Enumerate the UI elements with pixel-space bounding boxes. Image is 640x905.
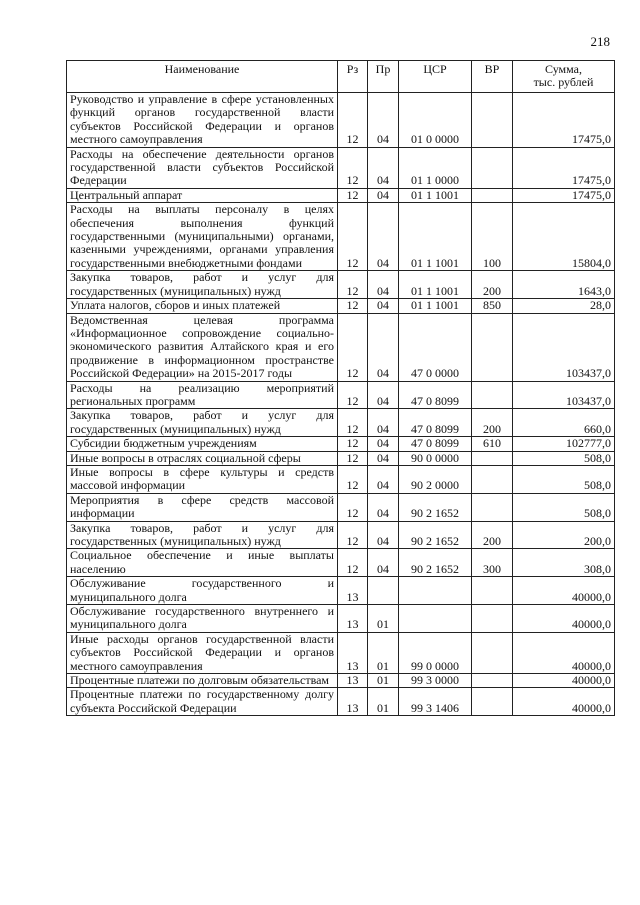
cell-sum: 1643,0 [513, 271, 615, 299]
cell-name: Закупка товаров, работ и услуг для государственных (муниципальных) нужд [67, 521, 338, 549]
table-row [67, 299, 615, 313]
cell-sum: 200,0 [513, 521, 615, 549]
cell-vr [472, 381, 513, 409]
cell-pr [368, 577, 399, 605]
cell-csr: 01 1 1001 [399, 203, 472, 271]
table-row [67, 549, 615, 577]
cell-name: Обслуживание государственного внутреннего и муниципального долга [67, 605, 338, 633]
cell-vr: 300 [472, 549, 513, 577]
cell-vr [472, 577, 513, 605]
cell-rz: 12 [338, 203, 368, 271]
table-row [67, 93, 615, 148]
cell-rz: 12 [338, 465, 368, 493]
cell-sum: 103437,0 [513, 381, 615, 409]
cell-name: Процентные платежи по долговым обязательствам [67, 674, 338, 688]
cell-csr: 90 0 0000 [399, 451, 472, 465]
cell-sum: 15804,0 [513, 203, 615, 271]
cell-rz: 12 [338, 409, 368, 437]
cell-rz: 12 [338, 381, 368, 409]
header-csr: ЦСР [399, 61, 472, 93]
cell-vr [472, 688, 513, 716]
table-row [67, 313, 615, 381]
header-pr: Пр [368, 61, 399, 93]
cell-vr [472, 605, 513, 633]
cell-csr: 90 2 1652 [399, 521, 472, 549]
cell-pr: 04 [368, 188, 399, 202]
table-row [67, 493, 615, 521]
cell-pr: 01 [368, 674, 399, 688]
cell-vr [472, 493, 513, 521]
cell-pr: 04 [368, 465, 399, 493]
cell-rz: 13 [338, 605, 368, 633]
cell-sum: 508,0 [513, 451, 615, 465]
cell-csr: 99 3 1406 [399, 688, 472, 716]
cell-rz: 13 [338, 674, 368, 688]
cell-vr: 200 [472, 409, 513, 437]
cell-pr: 04 [368, 381, 399, 409]
cell-csr: 90 2 0000 [399, 465, 472, 493]
table-row [67, 409, 615, 437]
cell-sum: 17475,0 [513, 147, 615, 188]
cell-rz: 12 [338, 521, 368, 549]
cell-csr [399, 577, 472, 605]
cell-sum: 102777,0 [513, 437, 615, 451]
cell-rz: 12 [338, 313, 368, 381]
cell-pr: 04 [368, 493, 399, 521]
cell-pr: 01 [368, 605, 399, 633]
cell-rz: 12 [338, 493, 368, 521]
cell-vr [472, 632, 513, 673]
header-sum [513, 61, 615, 93]
cell-pr: 04 [368, 437, 399, 451]
cell-pr: 01 [368, 632, 399, 673]
table-row [67, 632, 615, 673]
cell-pr: 04 [368, 549, 399, 577]
table-row [67, 674, 615, 688]
cell-vr [472, 147, 513, 188]
cell-sum: 660,0 [513, 409, 615, 437]
cell-vr: 850 [472, 299, 513, 313]
cell-pr: 04 [368, 147, 399, 188]
cell-vr: 610 [472, 437, 513, 451]
cell-vr [472, 674, 513, 688]
cell-name: Расходы на обеспечение деятельности органов государственной власти субъектов Российской Федерации [67, 147, 338, 188]
cell-csr [399, 605, 472, 633]
cell-rz: 12 [338, 299, 368, 313]
table-row [67, 203, 615, 271]
cell-name: Субсидии бюджетным учреждениям [67, 437, 338, 451]
cell-rz: 12 [338, 451, 368, 465]
cell-csr: 47 0 0000 [399, 313, 472, 381]
cell-sum: 28,0 [513, 299, 615, 313]
budget-table [66, 60, 615, 716]
cell-csr: 01 1 1001 [399, 299, 472, 313]
cell-csr: 47 0 8099 [399, 437, 472, 451]
cell-csr: 47 0 8099 [399, 409, 472, 437]
cell-csr: 01 0 0000 [399, 93, 472, 148]
cell-name: Центральный аппарат [67, 188, 338, 202]
cell-sum: 508,0 [513, 493, 615, 521]
table-header-row [67, 61, 615, 93]
cell-pr: 04 [368, 271, 399, 299]
cell-pr: 04 [368, 409, 399, 437]
cell-rz: 13 [338, 632, 368, 673]
cell-name: Уплата налогов, сборов и иных платежей [67, 299, 338, 313]
cell-name: Иные вопросы в сфере культуры и средств массовой информации [67, 465, 338, 493]
cell-sum: 40000,0 [513, 605, 615, 633]
cell-name: Социальное обеспечение и иные выплаты населению [67, 549, 338, 577]
cell-sum: 308,0 [513, 549, 615, 577]
table-row [67, 577, 615, 605]
cell-rz: 13 [338, 577, 368, 605]
cell-sum: 17475,0 [513, 93, 615, 148]
cell-csr: 01 1 1001 [399, 188, 472, 202]
cell-name: Расходы на реализацию мероприятий региональных программ [67, 381, 338, 409]
cell-pr: 04 [368, 451, 399, 465]
cell-name: Расходы на выплаты персоналу в целях обеспечения выполнения функций государственными (муниципальными) органами, казенными учреждениями, органами управления государственными внебюджетными фондами [67, 203, 338, 271]
cell-pr: 04 [368, 203, 399, 271]
cell-sum: 40000,0 [513, 632, 615, 673]
cell-rz: 12 [338, 549, 368, 577]
cell-sum: 508,0 [513, 465, 615, 493]
cell-vr [472, 188, 513, 202]
cell-name: Иные расходы органов государственной власти субъектов Российской Федерации и органов местного самоуправления [67, 632, 338, 673]
cell-vr: 200 [472, 521, 513, 549]
table-row [67, 437, 615, 451]
cell-pr: 04 [368, 93, 399, 148]
cell-name: Обслуживание государственного и муниципального долга [67, 577, 338, 605]
cell-rz: 12 [338, 271, 368, 299]
cell-name: Закупка товаров, работ и услуг для государственных (муниципальных) нужд [67, 271, 338, 299]
table-row [67, 465, 615, 493]
table-row [67, 451, 615, 465]
table-row [67, 381, 615, 409]
table-row [67, 147, 615, 188]
header-name: Наименование [67, 61, 338, 93]
cell-name: Руководство и управление в сфере установленных функций органов государственной власти субъектов Российской Федерации и органов местного самоуправления [67, 93, 338, 148]
cell-pr: 04 [368, 313, 399, 381]
cell-rz: 12 [338, 147, 368, 188]
cell-name: Мероприятия в сфере средств массовой информации [67, 493, 338, 521]
table-row [67, 188, 615, 202]
cell-csr: 99 3 0000 [399, 674, 472, 688]
cell-csr: 01 1 1001 [399, 271, 472, 299]
cell-vr: 200 [472, 271, 513, 299]
header-rz: Рз [338, 61, 368, 93]
cell-rz: 12 [338, 93, 368, 148]
table-row [67, 521, 615, 549]
table-row [67, 688, 615, 716]
cell-csr: 90 2 1652 [399, 493, 472, 521]
cell-pr: 04 [368, 299, 399, 313]
table-row [67, 271, 615, 299]
cell-vr [472, 465, 513, 493]
cell-sum: 40000,0 [513, 674, 615, 688]
cell-csr: 99 0 0000 [399, 632, 472, 673]
cell-sum: 17475,0 [513, 188, 615, 202]
cell-name: Ведомственная целевая программа «Информационное сопровождение социально-экономического развития Алтайского края и его продвижение в информационном пространстве Российской Федерации» на 2015-2017 годы [67, 313, 338, 381]
cell-sum: 103437,0 [513, 313, 615, 381]
cell-sum: 40000,0 [513, 577, 615, 605]
cell-pr: 01 [368, 688, 399, 716]
cell-name: Процентные платежи по государственному долгу субъекта Российской Федерации [67, 688, 338, 716]
cell-rz: 12 [338, 437, 368, 451]
cell-name: Иные вопросы в отраслях социальной сферы [67, 451, 338, 465]
cell-vr: 100 [472, 203, 513, 271]
cell-rz: 13 [338, 688, 368, 716]
page-number: 218 [590, 34, 610, 49]
cell-csr: 47 0 8099 [399, 381, 472, 409]
cell-vr [472, 313, 513, 381]
cell-vr [472, 93, 513, 148]
cell-sum: 40000,0 [513, 688, 615, 716]
header-sum-line2: тыс. рублей [533, 75, 594, 90]
cell-vr [472, 451, 513, 465]
table-row [67, 605, 615, 633]
header-sum-line1: Сумма, [545, 62, 582, 76]
cell-csr: 01 1 0000 [399, 147, 472, 188]
cell-rz: 12 [338, 188, 368, 202]
header-vr: ВР [472, 61, 513, 93]
cell-name: Закупка товаров, работ и услуг для государственных (муниципальных) нужд [67, 409, 338, 437]
cell-csr: 90 2 1652 [399, 549, 472, 577]
cell-pr: 04 [368, 521, 399, 549]
